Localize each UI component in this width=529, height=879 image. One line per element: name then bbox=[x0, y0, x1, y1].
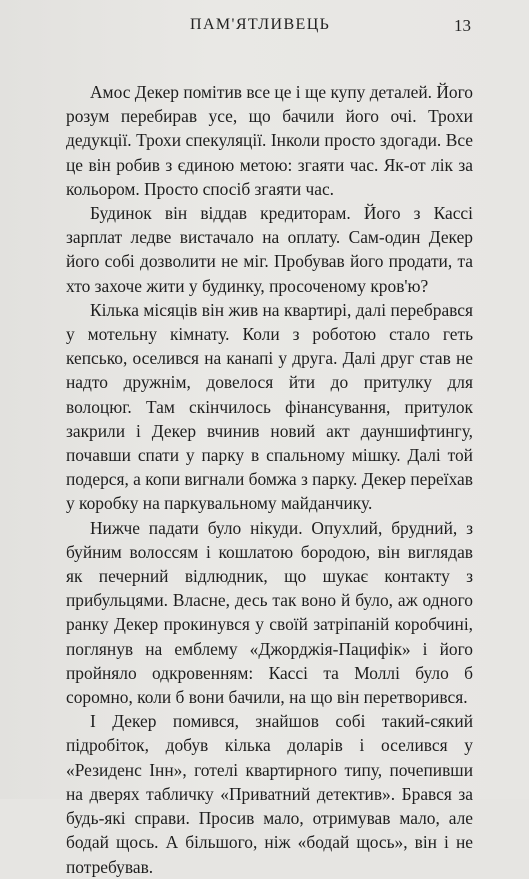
paragraph-1: Амос Декер помітив все це і ще купу деталей. Його розум перебирав усе, що бачили його очі. Трохи дедукції. Трохи спекуляції. Інколи просто здогади. Все це він робив з єдиною метою: згаяти час. Як-от лік за кольором. Просто спосіб згаяти час. bbox=[66, 82, 473, 199]
running-head bbox=[66, 16, 471, 40]
page-number: 13 bbox=[454, 16, 471, 35]
paragraph-4: Нижче падати було нікуди. Опухлий, брудний, з буйним волоссям і кошлатою бородою, він виглядав як печерний відлюдник, що шукає контакту з прибульцями. Власне, десь так воно й було, аж одного ранку Декер прокинувся у своїй затріпаній коробчині, поглянув на емблему «Джорджія-Пацифік» і його пройняло одкровенням: Кассі та Моллі було б соромно, коли б вони бачили, на що він перетворився. bbox=[66, 517, 473, 708]
paragraph-2: Будинок він віддав кредиторам. Його з Кассі зарплат ледве вистачало на оплату. Сам-один Декер його собі дозволити не міг. Пробував його продати, та хто захоче жити у будинку, просоченому кров'ю? bbox=[66, 203, 473, 296]
running-head-title: ПАМ'ЯТЛИВЕЦЬ bbox=[190, 16, 331, 33]
body-text bbox=[66, 80, 473, 879]
paragraph-3: Кілька місяців він жив на квартирі, далі перебрався у мотельну кімнату. Коли з роботою стало геть кепсько, оселився на канапі у друга. Далі друг став не надто дружнім, довелося йти до притулку для волоцюг. Там скінчилось фінансування, притулок закрили і Декер вчинив новий акт дауншифтингу, почавши спати у парку в спальному мішку. Далі той подерся, а копи вигнали бомжа з парку. Декер переїхав у коробку на паркувальному майданчику. bbox=[66, 299, 473, 514]
paragraph-5: І Декер помився, знайшов собі такий-сякий підробіток, добув кілька доларів і оселився у «Резиденс Інн», готелі квартирного типу, почепивши на дверях табличку «Приватний детектив». Брався за будь-які справи. Просив мало, отримував мало, але бодай щось. А більшого, ніж «бодай щось», він і не потребував. bbox=[66, 711, 473, 877]
